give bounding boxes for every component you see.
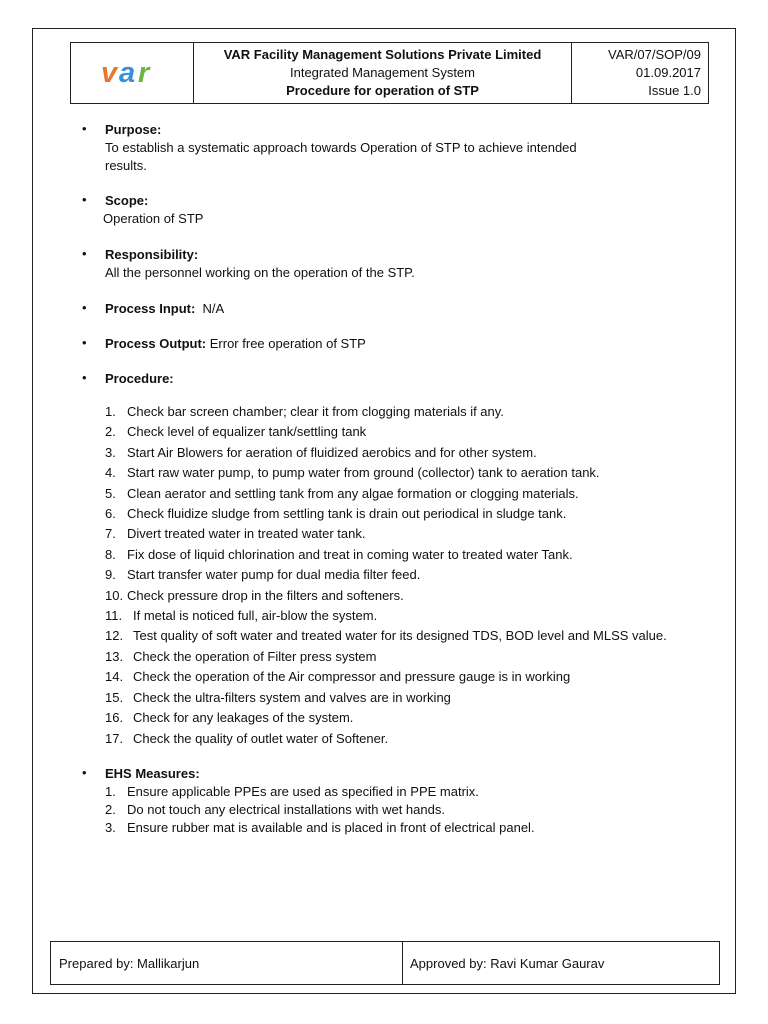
scope-title: Scope: bbox=[105, 193, 149, 208]
procedure-step: 2. Check level of equalizer tank/settling tank bbox=[105, 424, 367, 440]
purpose-text-line2: results. bbox=[105, 158, 147, 173]
procedure-step: 12. Test quality of soft water and treated water for its designed TDS, BOD level and MLSS value. bbox=[105, 628, 667, 644]
svg-text:a: a bbox=[119, 60, 136, 86]
document-code: VAR/07/SOP/09 bbox=[608, 47, 701, 62]
bullet-icon: • bbox=[82, 246, 87, 261]
procedure-step: 7. Divert treated water in treated water tank. bbox=[105, 526, 366, 542]
responsibility-title: Responsibility: bbox=[105, 247, 199, 262]
process-input-label: Process Input: bbox=[105, 301, 196, 316]
document-body bbox=[82, 121, 722, 837]
header-title-block bbox=[194, 43, 572, 103]
procedure-step: 11. If metal is noticed full, air-blow the system. bbox=[105, 608, 378, 624]
document-footer bbox=[50, 941, 720, 985]
procedure-step: 17. Check the quality of outlet water of Softener. bbox=[105, 730, 389, 746]
process-output-label: Process Output: bbox=[105, 336, 207, 351]
issue-number: Issue 1.0 bbox=[648, 83, 701, 98]
svg-text:r: r bbox=[138, 60, 150, 86]
procedure-step: 8. Fix dose of liquid chlorination and treat in coming water to treated water Tank. bbox=[105, 546, 573, 562]
svg-text:v: v bbox=[101, 60, 118, 86]
header-meta-block bbox=[572, 43, 708, 103]
process-output-value: Error free operation of STP bbox=[209, 336, 366, 351]
procedure-step: 1. Check bar screen chamber; clear it from clogging materials if any. bbox=[105, 404, 504, 419]
var-logo-icon bbox=[100, 60, 164, 86]
procedure-step: 5. Clean aerator and settling tank from any algae formation or clogging materials. bbox=[105, 485, 579, 501]
procedure-step: 16. Check for any leakages of the system. bbox=[105, 710, 354, 726]
ehs-item: 2. Do not touch any electrical installations with wet hands. bbox=[105, 801, 445, 817]
procedure-step: 4. Start raw water pump, to pump water from ground (collector) tank to aeration tank. bbox=[105, 465, 600, 481]
process-output-section bbox=[82, 335, 722, 353]
bullet-icon: • bbox=[82, 192, 87, 207]
company-name: VAR Facility Management Solutions Private Limited bbox=[223, 47, 542, 62]
procedure-step: 15. Check the ultra-filters system and valves are in working bbox=[105, 689, 451, 705]
system-name: Integrated Management System bbox=[290, 65, 475, 80]
procedure-step: 13. Check the operation of Filter press system bbox=[105, 648, 377, 664]
procedure-step: 10. Check pressure drop in the filters and softeners. bbox=[105, 587, 404, 603]
ehs-section bbox=[82, 765, 722, 837]
procedure-title: Procedure: bbox=[105, 371, 174, 386]
ehs-item: 1. Ensure applicable PPEs are used as specified in PPE matrix. bbox=[105, 783, 479, 799]
company-logo bbox=[71, 43, 194, 103]
procedure-step: 9. Start transfer water pump for dual media filter feed. bbox=[105, 567, 421, 583]
responsibility-text: All the personnel working on the operation of the STP. bbox=[105, 265, 415, 280]
procedure-title: Procedure for operation of STP bbox=[286, 83, 479, 98]
process-input-value: N/A bbox=[202, 301, 225, 316]
ehs-list bbox=[105, 783, 722, 837]
purpose-text-line1: To establish a systematic approach towards Operation of STP to achieve intended bbox=[105, 140, 577, 155]
procedure-step: 3. Start Air Blowers for aeration of fluidized aerobics and for other system. bbox=[105, 444, 537, 460]
bullet-icon: • bbox=[82, 121, 87, 136]
bullet-icon: • bbox=[82, 764, 87, 780]
procedure-step: 6. Check fluidize sludge from settling tank is drain out periodical in sludge tank. bbox=[105, 506, 567, 522]
ehs-item: 3. Ensure rubber mat is available and is placed in front of electrical panel. bbox=[105, 819, 535, 835]
scope-section bbox=[82, 192, 722, 228]
process-input-section bbox=[82, 300, 722, 318]
purpose-section bbox=[82, 121, 722, 175]
prepared-by: Prepared by: Mallikarjun bbox=[51, 942, 403, 984]
procedure-steps-list bbox=[105, 402, 722, 749]
purpose-title: Purpose: bbox=[105, 122, 162, 137]
document-date: 01.09.2017 bbox=[635, 65, 701, 80]
procedure-step: 14. Check the operation of the Air compressor and pressure gauge is in working bbox=[105, 669, 571, 685]
ehs-title: EHS Measures: bbox=[105, 765, 200, 781]
bullet-icon: • bbox=[82, 300, 87, 315]
procedure-section bbox=[82, 370, 722, 749]
bullet-icon: • bbox=[82, 335, 87, 350]
approved-by: Approved by: Ravi Kumar Gaurav bbox=[410, 955, 605, 971]
bullet-icon: • bbox=[82, 370, 87, 385]
responsibility-section bbox=[82, 246, 722, 282]
scope-text: Operation of STP bbox=[103, 211, 204, 226]
document-header bbox=[70, 42, 709, 104]
